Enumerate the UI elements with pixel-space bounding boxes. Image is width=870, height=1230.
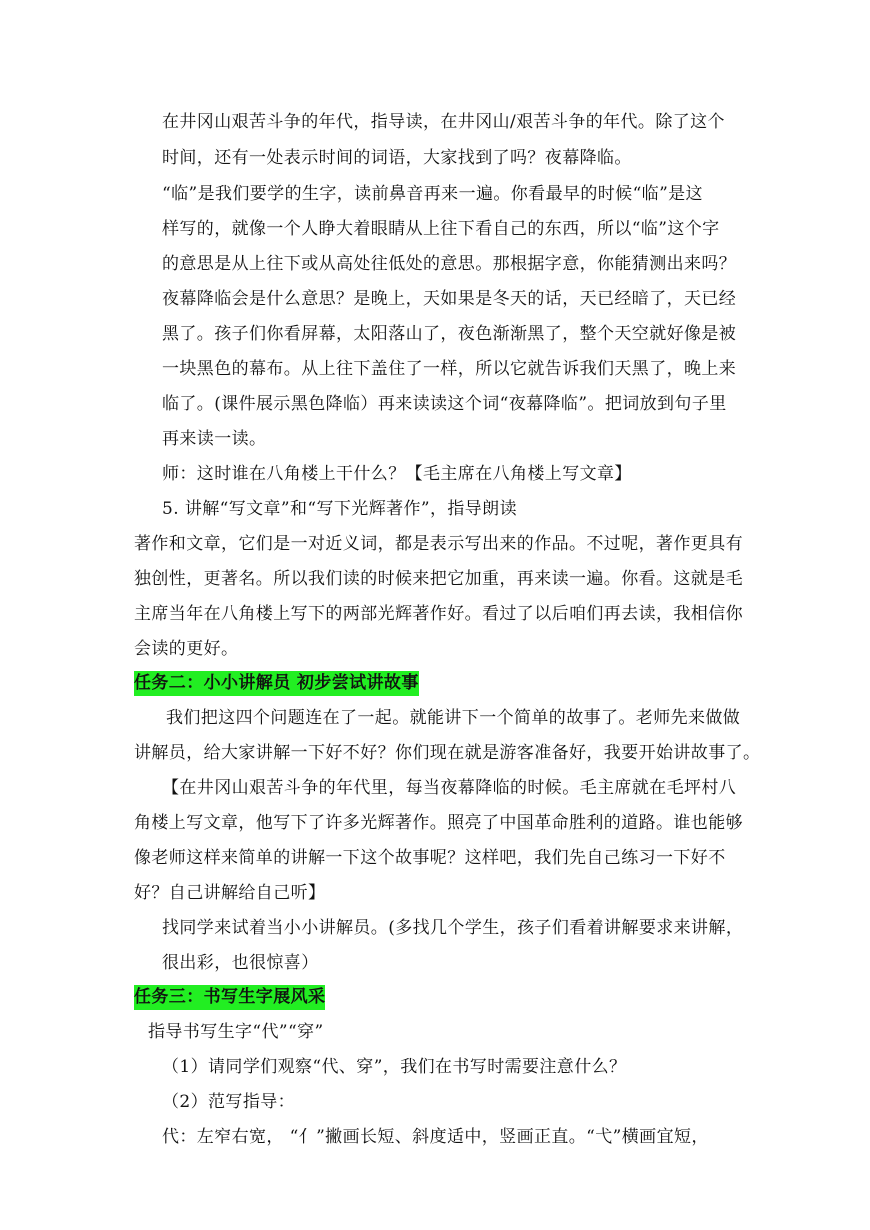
text-line: 的意思是从上往下或从高处往低处的意思。那根据字意，你能猜测出来吗？ <box>162 254 737 274</box>
text-line: 一块黑色的幕布。从上往下盖住了一样，所以它就告诉我们天黑了，晚上来 <box>162 359 737 379</box>
text-line: 夜幕降临会是什么意思？是晚上，天如果是冬天的话，天已经暗了，天已经 <box>162 289 737 309</box>
text-line: 黑了。孩子们你看屏幕，太阳落山了，夜色渐渐黑了，整个天空就好像是被 <box>162 324 737 344</box>
numbered-item: 5. 讲解“写文章”和“写下光辉著作”，指导朗读 <box>162 499 517 519</box>
text-line: 师：这时谁在八角楼上干什么？【毛主席在八角楼上写文章】 <box>162 464 632 484</box>
text-line: 我们把这四个问题连在了一起。就能讲下一个简单的故事了。老师先来做做 <box>166 708 741 728</box>
text-line: 很出彩，也很惊喜） <box>162 953 319 973</box>
section-heading-task-three: 任务三：书写生字展风采 <box>134 985 325 1010</box>
text-line: 角楼上写文章，他写下了许多光辉著作。照亮了中国革命胜利的道路。谁也能够 <box>134 813 743 833</box>
text-line: 临了。(课件展示黑色降临）再来读读这个词“夜幕降临”。把词放到句子里 <box>162 394 727 414</box>
text-line: 时间，还有一处表示时间的词语，大家找到了吗？夜幕降临。 <box>162 148 632 168</box>
text-line: 再来读一读。 <box>162 429 267 449</box>
text-line: “临”是我们要学的生字，读前鼻音再来一遍。你看最早的时候“临”是这 <box>162 184 703 204</box>
text-line: （2）范写指导： <box>162 1092 296 1112</box>
text-line: 讲解员，给大家讲解一下好不好？你们现在就是游客准备好，我要开始讲故事了。 <box>134 743 761 763</box>
text-line: 找同学来试着当小小讲解员。(多找几个学生，孩子们看着讲解要求来讲解， <box>162 918 744 938</box>
text-line: 独创性，更著名。所以我们读的时候来把它加重，再来读一遍。你看。这就是毛 <box>134 569 743 589</box>
section-heading-task-two: 任务二：小小讲解员 初步尝试讲故事 <box>134 671 419 696</box>
text-line: 指导书写生字“代”“穿” <box>148 1022 324 1042</box>
text-line: 主席当年在八角楼上写下的两部光辉著作好。看过了以后咱们再去读，我相信你 <box>134 604 743 624</box>
text-line: 代：左窄右宽， “亻”撇画长短、斜度适中，竖画正直。“弋”横画宜短， <box>162 1127 709 1147</box>
text-line: 样写的，就像一个人睁大着眼睛从上往下看自己的东西，所以“临”这个字 <box>162 219 720 239</box>
text-line: 在井冈山艰苦斗争的年代，指导读，在井冈山/艰苦斗争的年代。除了这个 <box>162 112 725 132</box>
text-line: 【在井冈山艰苦斗争的年代里，每当夜幕降临的时候。毛主席就在毛坪村八 <box>162 778 737 798</box>
text-line: 像老师这样来简单的讲解一下这个故事呢？这样吧，我们先自己练习一下好不 <box>134 848 726 868</box>
text-line: （1）请同学们观察“代、穿”，我们在书写时需要注意什么？ <box>162 1057 627 1077</box>
text-line: 好？自己讲解给自己听】 <box>134 883 326 903</box>
text-line: 著作和文章，它们是一对近义词，都是表示写出来的作品。不过呢，著作更具有 <box>134 534 743 554</box>
text-line: 会读的更好。 <box>134 639 239 659</box>
